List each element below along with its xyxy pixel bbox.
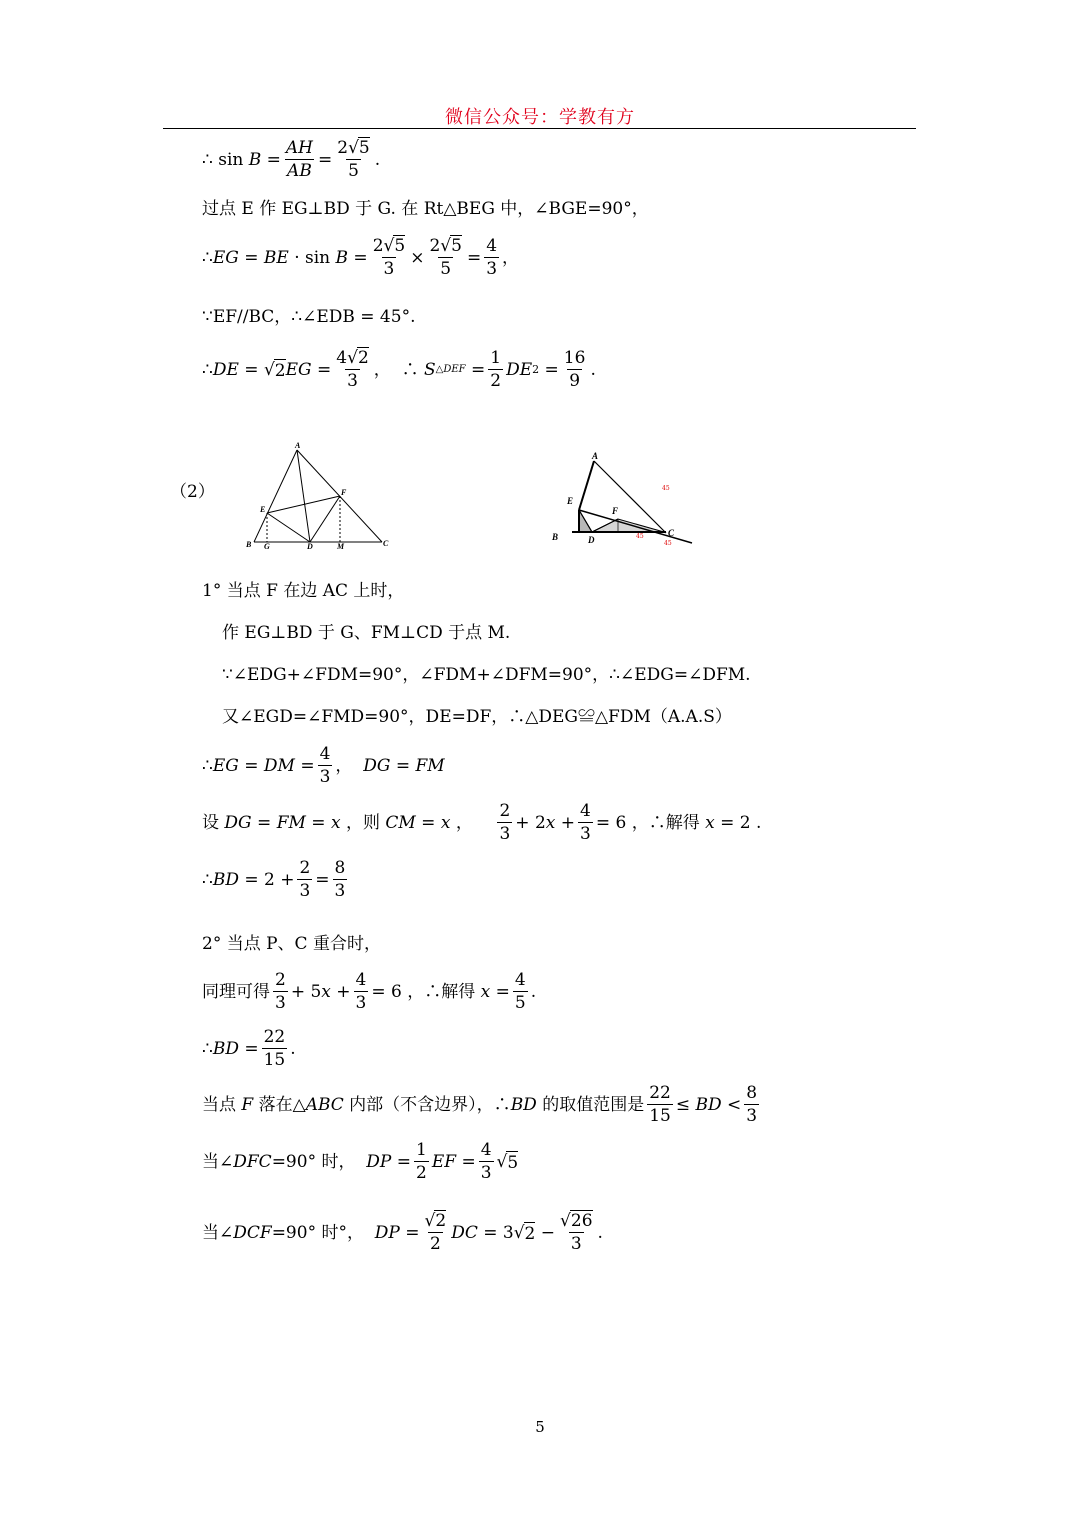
case1-congruent: 又∠EGD=∠FMD=90°，DE=DF，∴△DEG≌△FDM（A.A.S） xyxy=(222,707,732,727)
case1-construct: 作 EG⊥BD 于 G、FM⊥CD 于点 M. xyxy=(222,623,511,643)
eq-BD-range: 当点 F 落在△ ABC 内部（不含边界），∴ BD 的取值范围是 22 15 ≤ BD < 8 3 xyxy=(202,1083,758,1126)
label-B: B xyxy=(246,540,252,549)
eq-sinB: ∴ sin B = AH AB = 2√5 5 . xyxy=(202,138,381,181)
case2-title: 2° 当点 P、C 重合时， xyxy=(202,934,381,954)
eq-solve-x-2: 同理可得 2 3 + 5 x + 4 3 = 6 ，∴解得 x = 4 5 . xyxy=(202,970,537,1013)
label-A: A xyxy=(592,451,599,461)
label-G: G xyxy=(264,542,270,551)
figure-1 xyxy=(240,440,400,552)
label-F: F xyxy=(612,506,619,516)
part-label: （2） xyxy=(170,482,215,502)
eq-BD-2: ∴ BD = 22 15 . xyxy=(202,1027,296,1070)
figure-2 xyxy=(548,446,698,550)
angle-mark-3: 45 xyxy=(664,540,672,547)
label-C: C xyxy=(383,539,389,548)
label-D: D xyxy=(307,542,313,551)
label-E: E xyxy=(260,505,266,514)
page-header: 微信公众号：学教有方 xyxy=(445,107,635,128)
eq-EG: ∴ EG = BE · sin B = 2√5 3 × 2√5 5 = 4 3 ， xyxy=(202,236,520,279)
label-M: M xyxy=(337,542,345,551)
header-rule xyxy=(163,128,916,129)
angle-mark-1: 45 xyxy=(662,485,670,492)
label-A: A xyxy=(295,441,301,450)
label-D: D xyxy=(588,535,595,545)
case1-angles: ∵∠EDG+∠FDM=90°，∠FDM+∠DFM=90°，∴∠EDG=∠DFM. xyxy=(222,665,751,685)
eq-BD-1: ∴ BD = 2 + 2 3 = 8 3 xyxy=(202,858,346,901)
eq-DE-area: ∴ DE = √ 2 EG = 4√2 3 ， ∴ S △DEF = 1 2 DE 2 = 16 9 . xyxy=(202,348,596,391)
case1-title: 1° 当点 F 在边 AC 上时， xyxy=(202,581,405,601)
eq-solve-x: 设 DG = FM = x ，则 CM = x ， 2 3 + 2 x + 4 3 = 6 ，∴解得 x = 2 . xyxy=(202,801,762,844)
label-F: F xyxy=(341,488,347,497)
eq-DP-2: 当∠ DCF =90° 时°， DP = √2 2 DC = 3 √ 2 − √26 3 . xyxy=(202,1211,603,1254)
text-construct-EG: 过点 E 作 EG⊥BD 于 G. 在 Rt△BEG 中，∠BGE=90°， xyxy=(202,199,649,219)
label-C: C xyxy=(668,528,675,538)
eq-EG-DM: ∴ EG = DM = 4 3 ， DG = FM xyxy=(202,744,445,787)
label-E: E xyxy=(567,496,574,506)
label-B: B xyxy=(552,532,559,542)
page-number: 5 xyxy=(535,1418,545,1436)
text-EF-parallel: ∵EF//BC，∴∠EDB = 45°. xyxy=(202,307,416,327)
angle-mark-2: 45 xyxy=(636,533,644,540)
eq-DP-1: 当∠ DFC =90° 时， DP = 1 2 EF = 4 3 √ 5 xyxy=(202,1140,519,1183)
